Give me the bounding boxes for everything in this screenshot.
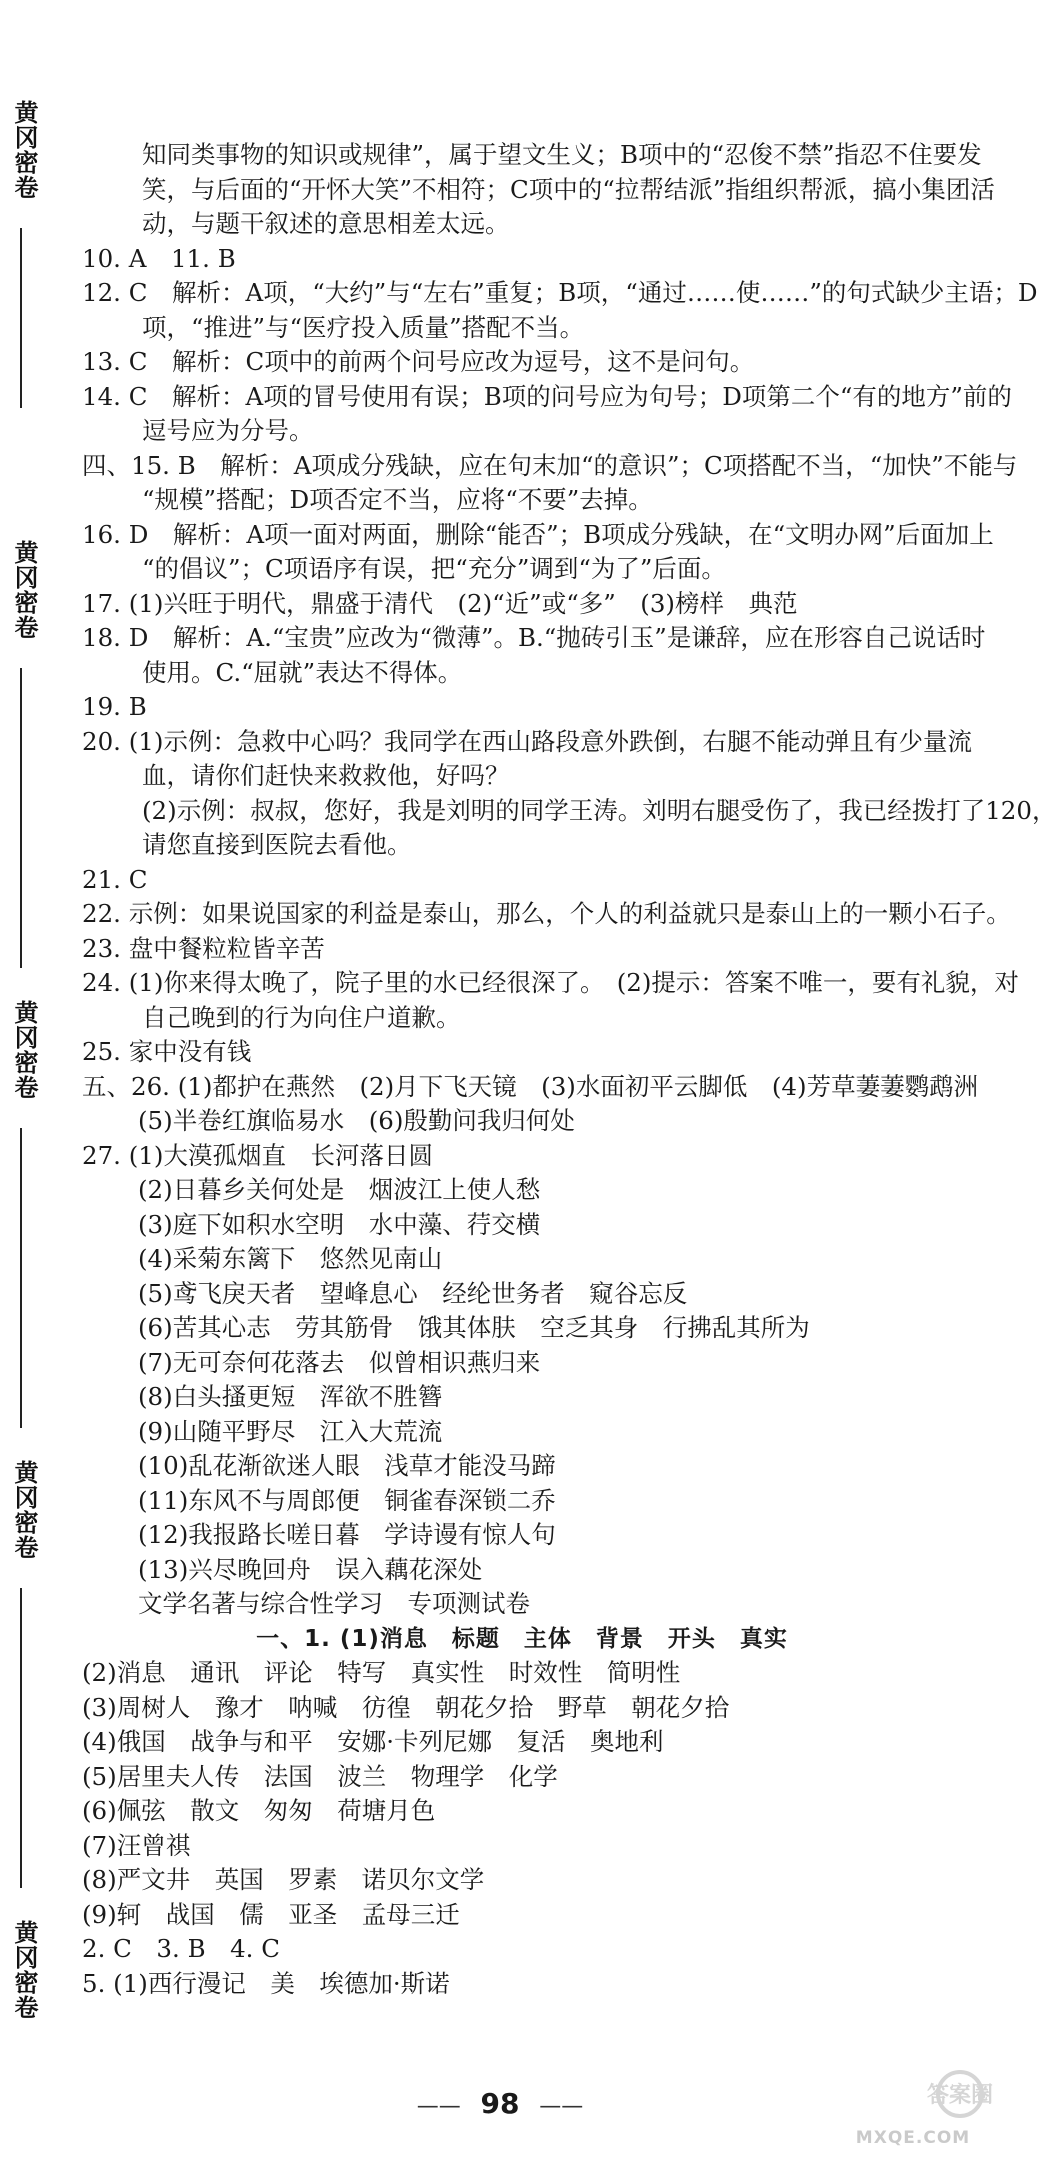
text-line: 使用。C.“屈就”表达不得体。 bbox=[142, 657, 463, 687]
text-line: 自己晚到的行为向住户道歉。 bbox=[142, 1002, 461, 1032]
text-line: “规模”搭配；D项否定不当，应将“不要”去掉。 bbox=[142, 485, 653, 514]
margin-label: 黄冈密卷 bbox=[10, 100, 38, 200]
text-line: 2. C 3. B 4. C bbox=[82, 1934, 280, 1963]
text-line: (3)庭下如积水空明 水中藻、荇交横 bbox=[138, 1209, 541, 1239]
left-margin-strip bbox=[0, 0, 48, 2160]
answer-25: 25. 家中没有钱 bbox=[82, 1037, 252, 1066]
answer-24: 24. (1)你来得太晚了，院子里的水已经很深了。 (2)提示：答案不唯一，要有礼貌，对 bbox=[82, 968, 1019, 997]
answer-2-4: 5. (1)西行漫记 美 埃德加·斯诺 bbox=[82, 1968, 450, 1998]
answer-23: 23. 盘中餐粒粒皆辛苦 bbox=[82, 933, 325, 963]
text-line: (5)居里夫人传 法国 波兰 物理学 化学 bbox=[82, 1761, 558, 1791]
answer-12: 12. C 解析：A项，“大约”与“左右”重复；B项，“通过……使……”的句式缺少主语；D bbox=[82, 278, 1038, 307]
text-line: (7)无可奈何花落去 似曾相识燕归来 bbox=[138, 1347, 541, 1377]
text-line: (9)山随平野尽 江入大荒流 bbox=[138, 1416, 443, 1446]
text-line: 知同类事物的知识或规律”，属于望文生义；B项中的“忍俊不禁”指忍不住要发 bbox=[142, 140, 982, 169]
answer-key-body bbox=[82, 138, 1056, 2036]
text-line: (5)鸢飞戾天者 望峰息心 经纶世务者 窥谷忘反 bbox=[138, 1278, 688, 1308]
text-line: (8)白头搔更短 浑欲不胜簪 bbox=[138, 1382, 443, 1411]
margin-label: 黄冈密卷 bbox=[10, 1460, 38, 1560]
section-title: 一、1. (1)消息 标题 主体 背景 开头 真实 bbox=[256, 1625, 788, 1652]
answer-17: 17. (1)兴旺于明代，鼎盛于清代 (2)“近”或“多” (3)榜样 典范 bbox=[82, 588, 798, 618]
answer-15: 四、15. B 解析：A项成分残缺，应在句末加“的意识”；C项搭配不当，“加快”不能与 bbox=[82, 450, 1018, 480]
text-line: (3)周树人 豫才 呐喊 彷徨 朝花夕拾 野草 朝花夕拾 bbox=[82, 1692, 730, 1722]
answer-20: 20. (1)示例：急救中心吗？我同学在西山路段意外跌倒，右腿不能动弹且有少量流 bbox=[82, 726, 972, 756]
text-line: “的倡议”；C项语序有误，把“充分”调到“为了”后面。 bbox=[142, 554, 726, 583]
text-line: 逗号应为分号。 bbox=[142, 416, 314, 445]
text-line: (6)苦其心志 劳其筋骨 饿其体肤 空乏其身 行拂乱其所为 bbox=[138, 1313, 810, 1342]
watermark-url: MXQE.COM bbox=[855, 2128, 971, 2148]
answer-19: 19. B bbox=[82, 692, 147, 721]
text-line: 笑，与后面的“开怀大笑”不相符；C项中的“拉帮结派”指组织帮派，搞小集团活 bbox=[142, 174, 995, 204]
text-line: (11)东风不与周郎便 铜雀春深锁二乔 bbox=[138, 1485, 556, 1515]
margin-divider bbox=[20, 228, 22, 408]
answer-18: 18. D 解析：A.“宝贵”应改为“微薄”。B.“抛砖引玉”是谦辞，应在形容自己说话时 bbox=[82, 623, 986, 652]
answer-5 bbox=[82, 2001, 962, 2036]
margin-divider bbox=[20, 1588, 22, 1888]
text-line: (6)佩弦 散文 匆匆 荷塘月色 bbox=[82, 1796, 436, 1825]
answer-13: 13. C 解析：C项中的前两个问号应改为逗号，这不是问句。 bbox=[82, 347, 755, 376]
text-line: 血，请你们赶快来救救他，好吗？ bbox=[142, 761, 510, 790]
margin-divider bbox=[20, 668, 22, 968]
answer-26: 五、26. (1)都护在燕然 (2)月下飞天镜 (3)水面初平云脚低 (4)芳草萋萋鹦鹉洲 bbox=[82, 1071, 979, 1101]
margin-label: 黄冈密卷 bbox=[10, 1920, 38, 2020]
answer-27: 27. (1)大漠孤烟直 长河落日圆 bbox=[82, 1140, 433, 1170]
text-line: 文学名著与综合性学习 专项测试卷 bbox=[138, 1589, 530, 1618]
text-line: (4)俄国 战争与和平 安娜·卡列尼娜 复活 奥地利 bbox=[82, 1727, 664, 1756]
watermark-logo bbox=[838, 2068, 994, 2152]
text-line: (7)汪曾祺 bbox=[82, 1830, 191, 1860]
text-line: (12)我报路长嗟日暮 学诗谩有惊人句 bbox=[138, 1520, 556, 1549]
text-line: (2)日暮乡关何处是 烟波江上使人愁 bbox=[138, 1175, 541, 1204]
margin-divider bbox=[20, 1128, 22, 1428]
text-line: (10)乱花渐欲迷人眼 浅草才能没马蹄 bbox=[138, 1451, 556, 1480]
answer-14: 14. C 解析：A项的冒号使用有误；B项的问号应为句号；D项第二个“有的地方”前的 bbox=[82, 381, 1012, 411]
page-dash-right: —— bbox=[539, 2094, 584, 2119]
text-line: (2)示例：叔叔，您好，我是刘明的同学王涛。刘明右腿受伤了，我已经拨打了120， bbox=[142, 795, 1056, 825]
watermark-icon bbox=[838, 2068, 994, 2128]
text-line: (5)半卷红旗临易水 (6)殷勤问我归何处 bbox=[138, 1106, 575, 1135]
text-line: 项，“推进”与“医疗投入质量”搭配不当。 bbox=[142, 312, 585, 342]
text-line: (13)兴尽晚回舟 误入藕花深处 bbox=[138, 1554, 483, 1584]
answer-22: 22. 示例：如果说国家的利益是泰山，那么，个人的利益就只是泰山上的一颗小石子。 bbox=[82, 899, 1011, 928]
answer-16: 16. D 解析：A项一面对两面，删除“能否”；B项成分残缺，在“文明办网”后面加上 bbox=[82, 519, 994, 549]
text-line: (8)严文井 英国 罗素 诺贝尔文学 bbox=[82, 1865, 485, 1894]
page-dash-left: —— bbox=[416, 2094, 461, 2119]
text-line: (9)轲 战国 儒 亚圣 孟母三迁 bbox=[82, 1899, 460, 1929]
answer-21: 21. C bbox=[82, 864, 148, 894]
text-line: (4)采菊东篱下 悠然见南山 bbox=[138, 1244, 443, 1273]
margin-label: 黄冈密卷 bbox=[10, 540, 38, 640]
text-line: 动，与题干叙述的意思相差太远。 bbox=[142, 209, 510, 238]
answer-1: (2)消息 通讯 评论 特写 真实性 时效性 简明性 bbox=[82, 1658, 681, 1687]
watermark-label: 答案圈 bbox=[926, 2083, 994, 2108]
answer-10-11: 10. A 11. B bbox=[82, 243, 236, 273]
text-line: 请您直接到医院去看他。 bbox=[142, 830, 412, 859]
page-number: 98 bbox=[480, 2087, 520, 2120]
margin-label: 黄冈密卷 bbox=[10, 1000, 38, 1100]
